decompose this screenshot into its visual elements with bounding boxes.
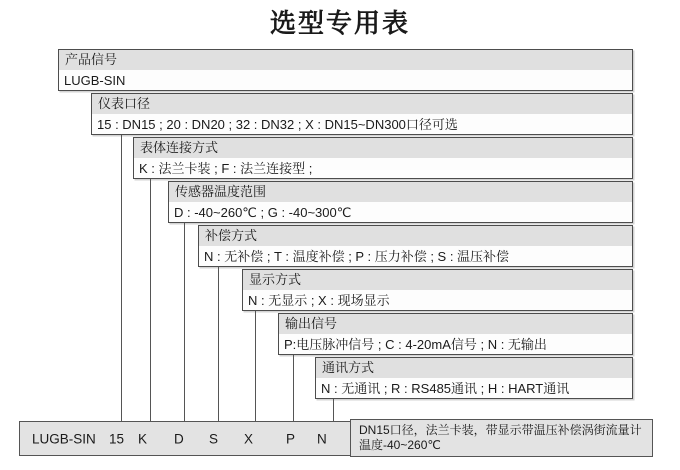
spec-box-title: 产品信号 xyxy=(59,50,632,70)
spec-box-value: N : 无显示 ; X : 现场显示 xyxy=(243,290,632,310)
spec-box-meter-diameter xyxy=(91,93,633,135)
spec-box-title: 补偿方式 xyxy=(199,226,632,246)
spec-box-value: N : 无补偿 ; T : 温度补偿 ; P : 压力补偿 ; S : 温压补偿 xyxy=(199,246,632,266)
page-title: 选型专用表 xyxy=(269,8,410,38)
connector-line-communication xyxy=(333,399,334,421)
spec-box-display-mode xyxy=(242,269,633,311)
spec-box-title: 通讯方式 xyxy=(316,358,632,378)
spec-box-title: 输出信号 xyxy=(279,314,632,334)
result-line-2: 温度-40~260℃ xyxy=(359,438,441,452)
code-diameter: 15 xyxy=(109,431,125,446)
code-compensation: S xyxy=(209,431,219,446)
spec-box-body-connection xyxy=(133,137,633,179)
code-model: LUGB-SIN xyxy=(32,431,96,446)
spec-box-value: 15 : DN15 ; 20 : DN20 ; 32 : DN32 ; X : DN15~DN300口径可选 xyxy=(92,114,632,134)
spec-box-value: P:电压脉冲信号 ; C : 4-20mA信号 ; N : 无输出 xyxy=(279,334,632,354)
connector-line-diameter xyxy=(121,135,122,421)
code-communication: N xyxy=(317,431,327,446)
result-line-1: DN15口径，法兰卡装，带显示带温压补偿涡街流量计 xyxy=(359,423,642,437)
spec-box-title: 传感器温度范围 xyxy=(169,182,632,202)
connector-line-display xyxy=(255,311,256,421)
connector-line-compensation xyxy=(218,267,219,421)
spec-box-value: N : 无通讯 ; R : RS485通讯 ; H : HART通讯 xyxy=(316,378,632,398)
spec-box-title: 仪表口径 xyxy=(92,94,632,114)
spec-box-value: D : -40~260℃ ; G : -40~300℃ xyxy=(169,202,632,222)
spec-box-output-signal xyxy=(278,313,633,355)
code-connection: K xyxy=(138,431,148,446)
spec-box-sensor-temp-range xyxy=(168,181,633,223)
spec-box-communication xyxy=(315,357,633,399)
spec-box-title: 表体连接方式 xyxy=(134,138,632,158)
code-display: X xyxy=(244,431,254,446)
code-output: P xyxy=(286,431,296,446)
spec-box-value: LUGB-SIN xyxy=(59,70,632,90)
connector-line-connection xyxy=(150,179,151,421)
code-temp-range: D xyxy=(174,431,184,446)
connector-line-output xyxy=(293,355,294,421)
connector-line-temp-range xyxy=(184,223,185,421)
result-description-box xyxy=(350,419,653,457)
spec-box-product-signal xyxy=(58,49,633,91)
spec-box-value: K : 法兰卡装 ; F : 法兰连接型 ; xyxy=(134,158,632,178)
spec-box-compensation xyxy=(198,225,633,267)
spec-box-title: 显示方式 xyxy=(243,270,632,290)
